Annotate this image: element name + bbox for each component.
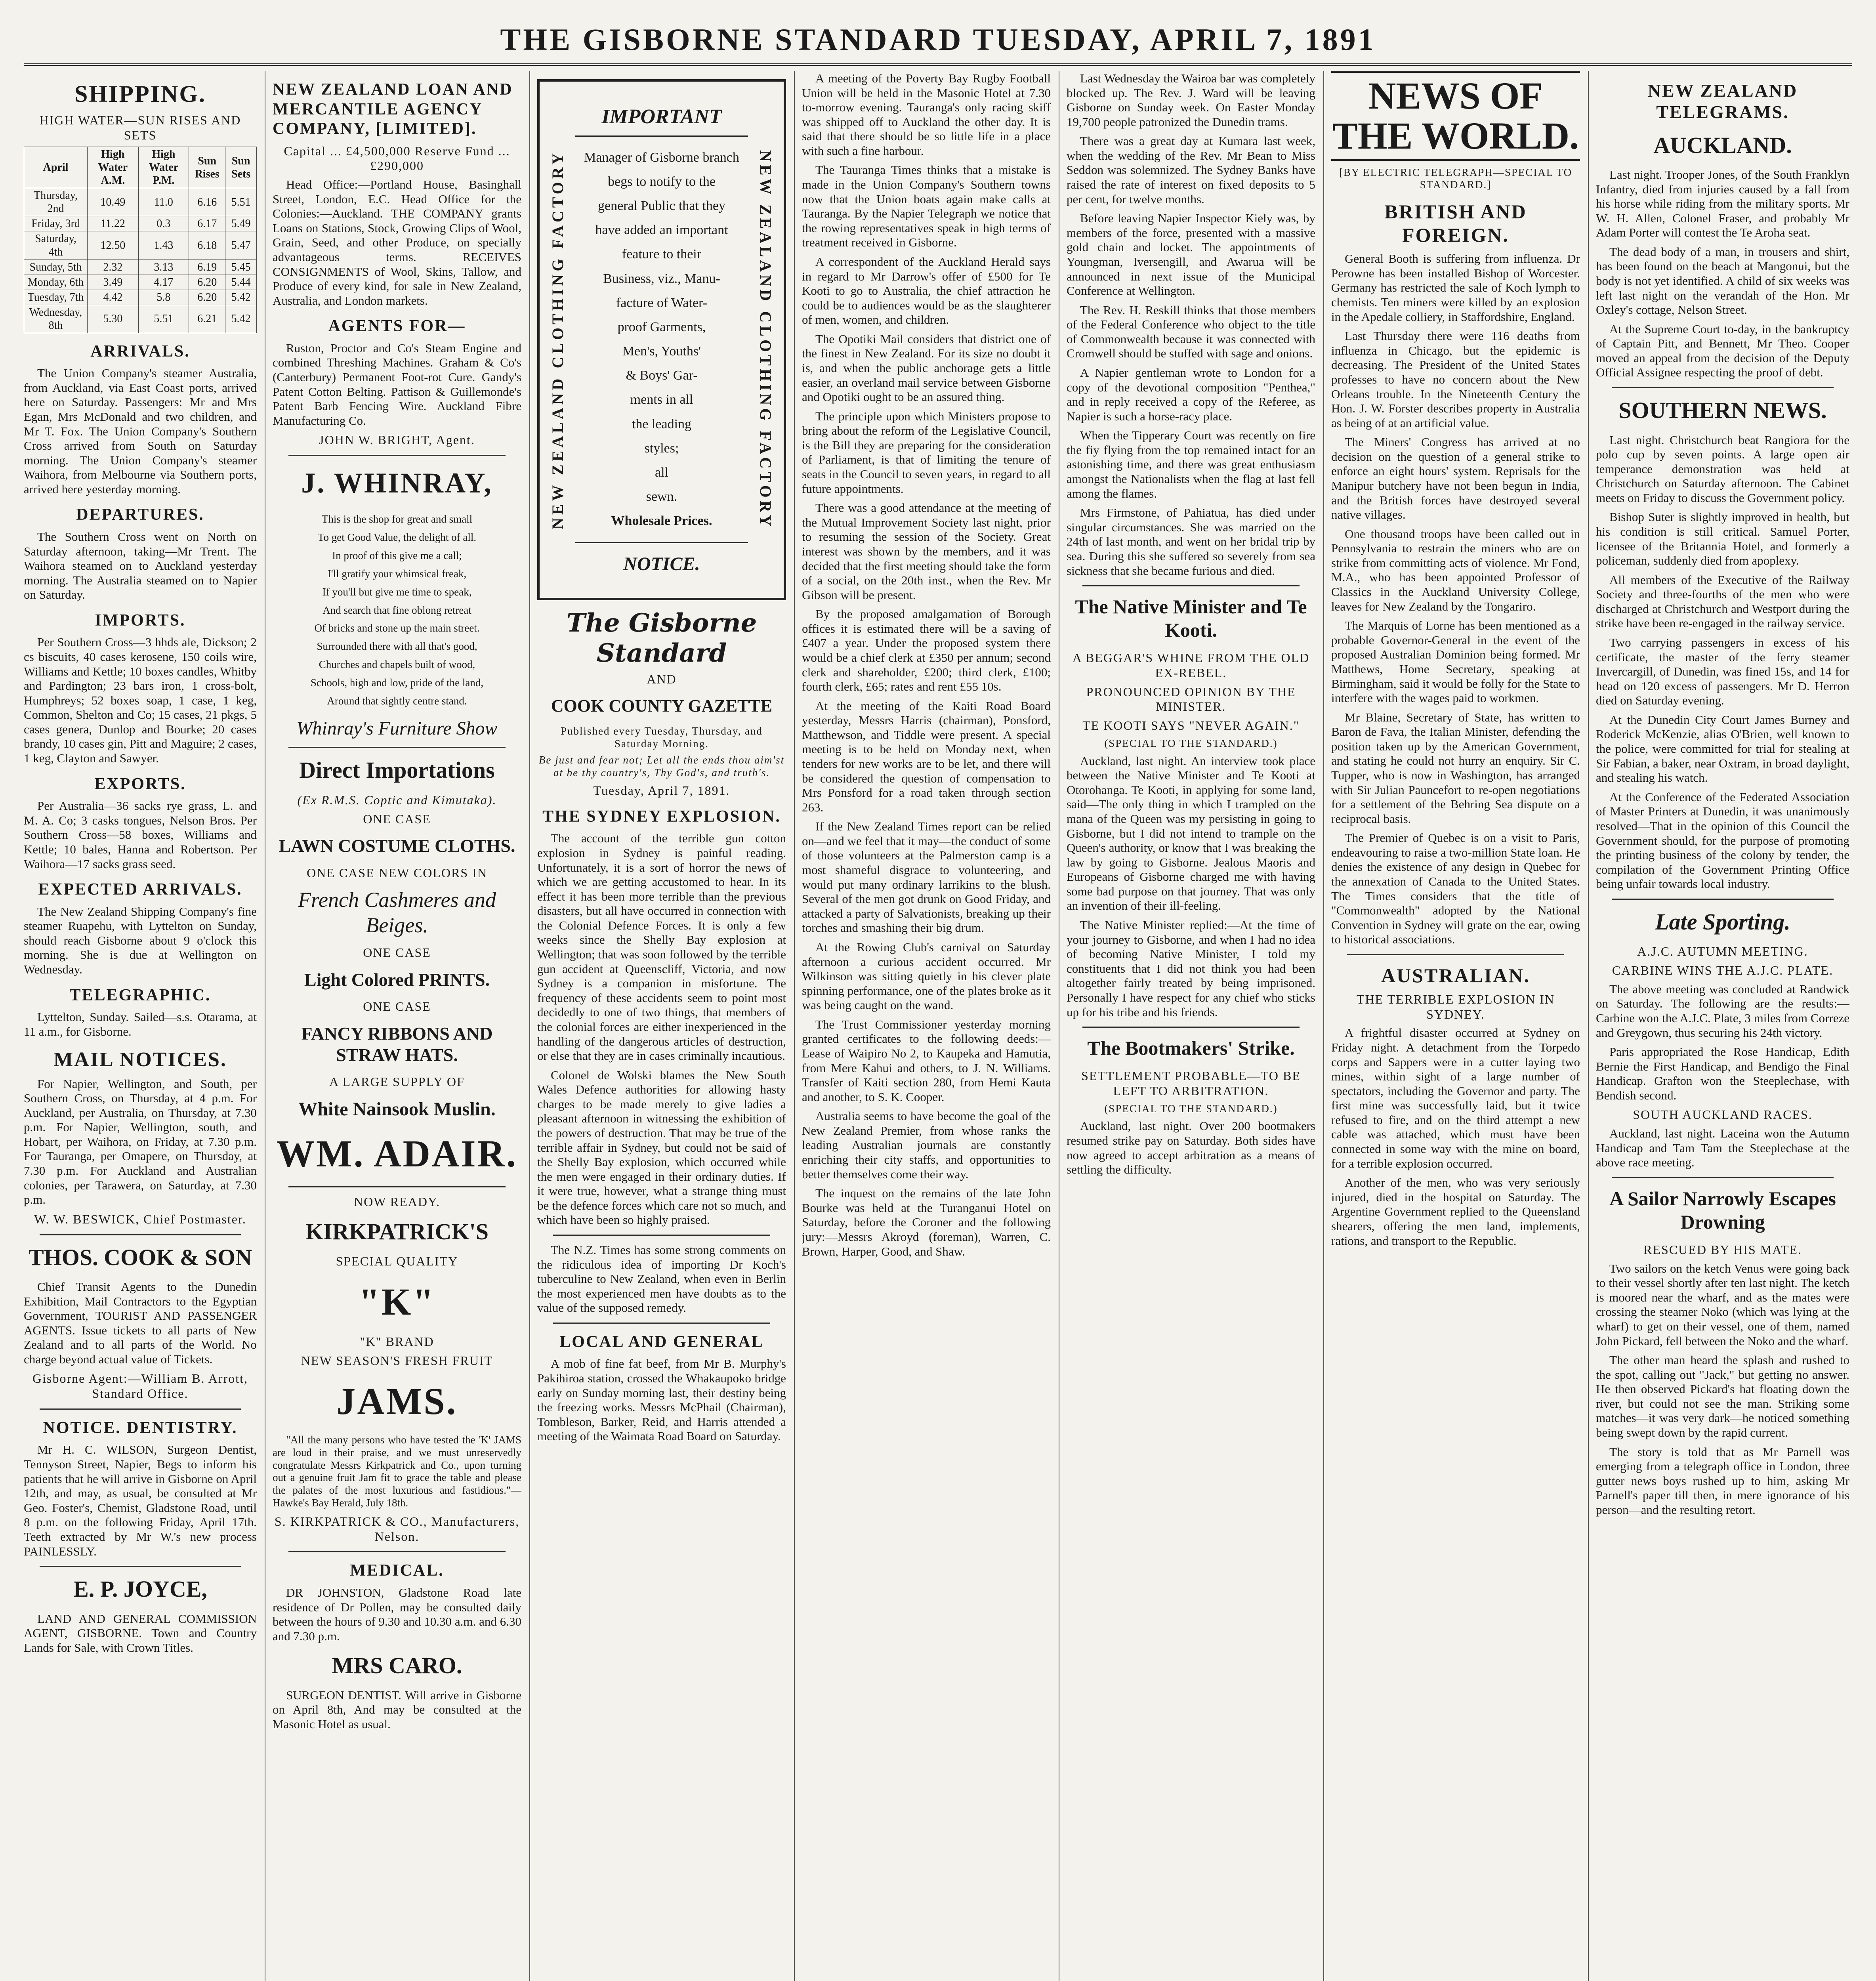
local-text: The inquest on the remains of the late John Bourke was held at the Turanganui Hotel on Saturday, before the Coroner and the following jury:—Messrs Akroyd (foreman), Warren, C. Brown, Harper, Good, and Shaw. bbox=[802, 1186, 1051, 1258]
advert-line: & Boys' Gar- bbox=[626, 368, 698, 383]
masthead-title: THE GISBORNE STANDARD TUESDAY, APRIL 7, 1891 bbox=[500, 22, 1376, 57]
tide-cell: 1.43 bbox=[138, 231, 189, 260]
tide-cell: 3.13 bbox=[138, 260, 189, 275]
southern-heading: SOUTHERN NEWS. bbox=[1618, 397, 1827, 424]
native-tag: (SPECIAL TO THE STANDARD.) bbox=[1104, 737, 1278, 749]
southern-text: Bishop Suter is slightly improved in health, but his condition is still critical. Samuel Porter, licensee of the Britannia Hotel, and formerly a policeman, suddenly died from apoplexy. bbox=[1596, 510, 1849, 568]
tide-cell: 11.0 bbox=[138, 188, 189, 216]
one-case-label: ONE CASE bbox=[363, 945, 431, 960]
tide-cell: 6.17 bbox=[189, 216, 225, 231]
southern-text: All members of the Executive of the Railway Society and three-fourths of the men who were discharged at Christchurch and Westport during the strike have been re-engaged in the railway service. bbox=[1596, 573, 1849, 630]
tide-cell: 5.42 bbox=[225, 290, 257, 305]
local-text: At the Rowing Club's carnival on Saturday afternoon a curious accident occurred. Mr Wilkinson was sitting quietly in his clever plate spinning performance, one of the plates broke as it was being caught on the wand. bbox=[802, 940, 1051, 1012]
divider bbox=[553, 1323, 770, 1324]
tide-cell: 6.16 bbox=[189, 188, 225, 216]
local-text: Before leaving Napier Inspector Kiely was, by members of the force, presented with a massive gold chain and locket. The appointments of Youngman, Iversengill, and Awarua will be announced in next issue of the Municipal Conference at Wellington. bbox=[1067, 211, 1315, 298]
paper-title: The Gisborne Standard bbox=[566, 608, 757, 668]
column-rule bbox=[1323, 71, 1324, 1981]
native-text: The Native Minister replied:—At the time of your journey to Gisborne, and when I had no idea of becoming Native Minister, I told my constituents that I did not think you had been altogether fairly treated by being imprisoned. Personally I have respect for any chief who sticks up for his tribe and his friends. bbox=[1067, 918, 1315, 1019]
cook-text: Chief Transit Agents to the Dunedin Exhibition, Mail Contractors to the Egyptian Government, TOURIST AND PASSENGER AGENTS. Issue tickets to all parts of New Zealand and to all parts of the World. No charge beyond actual value of Tickets. bbox=[24, 1279, 257, 1366]
paper-subtitle: COOK COUNTY GAZETTE bbox=[551, 696, 773, 716]
sydney-heading: THE SYDNEY EXPLOSION. bbox=[542, 807, 781, 826]
sporting-text: The above meeting was concluded at Randwick on Saturday. The following are the results:— Carbine won the A.J.C. Plate, 3 miles from Correze and Greygown, thus securing his 24th victory. bbox=[1596, 982, 1849, 1040]
divider bbox=[1612, 899, 1834, 900]
column-3 bbox=[537, 71, 786, 1981]
nzloan-text: Head Office:—Portland House, Basinghall Street, London, E.C. Head Office for the Colonies:—Auckland. THE COMPANY grants Loans on Stations, Stock, Growing Clips of Wool, Grain, Seed, and other Produce, on specially advantageous terms. RECEIVES CONSIGNMENTS of Wool, Skins, Tallow, and Produce of every kind, for sale in New Zealand, Australia, and London markets. bbox=[273, 177, 521, 307]
divider bbox=[1082, 585, 1300, 586]
divider bbox=[40, 1566, 241, 1567]
advert-line: begs to notify to the bbox=[608, 174, 716, 189]
whinray-poem bbox=[273, 510, 521, 710]
sailor-text: The other man heard the splash and rushed to the spot, calling out "Jack," but getting no answer. He then observed Pickard's hat floating down the river, but could not see the man. Striking some matches—it was very dark—he noticed something being swept down by the rapid current. bbox=[1596, 1353, 1849, 1439]
imports-text: Per Southern Cross—3 hhds ale, Dickson; 2 cs biscuits, 40 cases kerosene, 150 coils wire, Williams and Kettle; 10 boxes candles, Whitby and Pardington; 23 bars iron, 1 cross-bolt, Humphreys; 52 boxes soap, 1 case, 1 keg, Common, Shelton and Co; 15 cases, 21 pkgs, 5 cases genera, Dunlop and Bourke; 20 cases brandy, 10 cases gin, Pitt and Maguire; 2 cases, 1 keg, Clayton and Sawyer. bbox=[24, 635, 257, 765]
tide-row bbox=[24, 216, 257, 231]
column-1 bbox=[24, 71, 257, 1981]
nz-telegrams-heading: NEW ZEALAND TELEGRAMS. bbox=[1647, 80, 1798, 122]
southern-text: Two carrying passengers in excess of his certificate, the master of the ferry steamer Invercargill, of Dunedin, was fined 15s, and 14 for head on 120 excess of passengers. Mr D. Herron died on Saturday evening. bbox=[1596, 636, 1849, 708]
notice-heading: NOTICE. bbox=[575, 542, 748, 581]
tide-cell: Saturday, 4th bbox=[24, 231, 88, 260]
sailor-text: Two sailors on the ketch Venus were going back to their vessel shortly after ten last night. The ketch is moored near the wharf, and as the mates were crossing the steamer Noko (which was lying at the wharf) to get on their vessel, one of them, named John Pickard, fell between the Noko and the wharf. bbox=[1596, 1261, 1849, 1348]
australian-text: A frightful disaster occurred at Sydney on Friday night. A detachment from the Torpedo corps and Sappers were in a cutter laying two mines, within sight of a large number of spectators, including the Governor and party. The first mine was successfully laid, but it twice refused to fire, and on the third attempt a new cable was attached, which must have been connected in some way with the mine on board, for a terrible explosion occurred. bbox=[1331, 1026, 1580, 1170]
british-text: Last Thursday there were 116 deaths from influenza in Chicago, but the epidemic is decreasing. The President of the United States professes to have no concern about the New Orleans trouble. In the Nineteenth Century the Hon. J. W. Forster describes property in Australia as being of at an artificial value. bbox=[1331, 329, 1580, 430]
local-text: The Rev. H. Reskill thinks that those members of the Federal Conference who object to the title of Commonwealth because it was connected with Cromwell should be stuffed with sage and onions. bbox=[1067, 303, 1315, 361]
tide-cell: 5.8 bbox=[138, 290, 189, 305]
column-rule bbox=[794, 71, 795, 1981]
british-text: Mr Blaine, Secretary of State, has written to Baron de Fava, the Italian Minister, defending the position taken up by the American Government, and stating he could not hurry an enquiry. Sir C. Tupper, who is now in Washington, has arranged with Sir Julian Pauncefort to re-open negotiations for a settlement of the Behring Sea dispute on a reciprocal basis. bbox=[1331, 710, 1580, 826]
one-case-label: ONE CASE bbox=[363, 999, 431, 1013]
k-brand-label: "K" BRAND bbox=[360, 1334, 434, 1349]
tide-cell: 2.32 bbox=[88, 260, 139, 275]
local-text: The Tauranga Times thinks that a mistake is made in the Union Company's Southern towns now that the Union boats again make calls at Tauranga. By the Napier Telegraph we notice that the rowing representatives speak in high terms of treatment received in Gisborne. bbox=[802, 163, 1051, 250]
tide-col-header: Sun Sets bbox=[225, 147, 257, 188]
direct-heading: Direct Importations bbox=[299, 757, 495, 783]
local-text: A meeting of the Poverty Bay Rugby Football Union will be held in the Masonic Hotel at 7.30 to-morrow evening. Tauranga's only racing skiff was shipped off to Auckland the other day. It is said that there should be so little life in a place with such a fine harbour. bbox=[802, 71, 1051, 158]
auckland-text: Last night. Trooper Jones, of the South Franklyn Infantry, died from injuries caused by a fall from his horse while riding from the military sports. Mr W. H. Allen, Colonel Fraser, and probably Mr Adam Porter will contest the Te Aroha seat. bbox=[1596, 167, 1849, 240]
advert-line: proof Garments, bbox=[617, 319, 706, 334]
local-text: By the proposed amalgamation of Borough offices it is estimated there will be a saving of £407 a year. Under the proposed system there would be a chief clerk at £350 per annum; second clerk and shareholder, £200; third clerk, £100; fourth clerk, £65; rates and rent £55 10s. bbox=[802, 607, 1051, 694]
agents-heading: AGENTS FOR— bbox=[328, 317, 466, 336]
divider bbox=[288, 747, 506, 748]
arrivals-text: The Union Company's steamer Australia, from Auckland, via East Coast ports, arrived here on Saturday. Passengers: Mr and Mrs Egan, Mrs McDonald and two children, and Mr T. Fox. The Union Company's Southern Cross arrived from South on Saturday morning. The Union Company's steamer Waihora, from Melbourne via Southern ports, arrived here yesterday morning. bbox=[24, 366, 257, 496]
joyce-heading: E. P. JOYCE, bbox=[73, 1576, 207, 1602]
local-text: Australia seems to have become the goal of the New Zealand Premier, from whose ranks the leading Australian journals are constantly enriching their city staffs, and opportunities to better themselves come their way. bbox=[802, 1109, 1051, 1181]
australian-heading: AUSTRALIAN. bbox=[1381, 964, 1531, 987]
tide-cell: 0.3 bbox=[138, 216, 189, 231]
local-text: A mob of fine fat beef, from Mr B. Murphy's Pakihiroa station, crossed the Whakaupoko bridge early on Sunday morning last, their destiny being the freezing works. Messrs McPhail (Chairman), Tombleson, Barker, Reid, and Harris attended a meeting of the Waimata Road Board on Saturday. bbox=[537, 1357, 786, 1443]
column-6 bbox=[1331, 71, 1580, 1981]
southern-text: At the Conference of the Federated Association of Master Printers at Dunedin, it was unanimously resolved—That in the opinion of this Council the Government should, for the purpose of promoting the printing business of the colony by tender, the compilation of the Government Printing Office being unfair towards local industry. bbox=[1596, 790, 1849, 891]
one-case-label: ONE CASE bbox=[363, 811, 431, 826]
advert-line: Men's, Youths' bbox=[622, 344, 701, 359]
local-text: Mrs Firmstone, of Pahiatua, has died under singular circumstances. She was married on the 24th of last month, and went on her bridal trip by sea. During this she suffered so severely from sea sickness that she became furious and died. bbox=[1067, 506, 1315, 578]
large-supply-label: A LARGE SUPPLY OF bbox=[329, 1074, 465, 1089]
imports-heading: IMPORTS. bbox=[95, 611, 186, 630]
poem-line: I'll gratify your whimsical freak, bbox=[327, 567, 467, 580]
native-subheading: PRONOUNCED OPINION BY THE MINISTER. bbox=[1086, 684, 1296, 714]
sydney-text: Colonel de Wolski blames the New South Wales Defence authorities for allowing hasty charges to be made merely to give ladies a pleasant afternoon in witnessing the exhibition of the powers of destruction. That may be true of the terrible affair in Sydney, but could not be said of the Shelly Bay explosion, which occurred while the men were engaged in their ordinary duties. If it were true, however, what a strange thing must be the defence forces which care not so much, and which have been so highly praised. bbox=[537, 1068, 786, 1227]
column-4 bbox=[802, 71, 1051, 1981]
tide-col-header: April bbox=[24, 147, 88, 188]
nzloan-capital: Capital ... £4,500,000 Reserve Fund ... £290,000 bbox=[284, 143, 510, 173]
mail-heading: MAIL NOTICES. bbox=[53, 1048, 227, 1071]
jams-heading: JAMS. bbox=[336, 1380, 458, 1422]
medical-heading: MEDICAL. bbox=[350, 1561, 444, 1580]
expected-heading: EXPECTED ARRIVALS. bbox=[38, 880, 242, 899]
poem-line: If you'll but give me time to speak, bbox=[322, 586, 472, 598]
auckland-heading: AUCKLAND. bbox=[1653, 132, 1792, 158]
ajc-heading: A.J.C. AUTUMN MEETING. bbox=[1637, 944, 1808, 959]
advert-line: sewn. bbox=[646, 489, 677, 504]
tide-cell: 5.42 bbox=[225, 305, 257, 333]
tide-cell: 5.30 bbox=[88, 305, 139, 333]
column-rule bbox=[529, 71, 530, 1981]
telegraphic-text: Lyttelton, Sunday. Sailed—s.s. Otarama, at 11 a.m., for Gisborne. bbox=[24, 1010, 257, 1038]
dentistry-heading: NOTICE. DENTISTRY. bbox=[43, 1418, 238, 1437]
advert-line: ments in all bbox=[630, 392, 693, 407]
tide-row bbox=[24, 260, 257, 275]
tide-header-row bbox=[24, 147, 257, 188]
tide-cell: 5.44 bbox=[225, 275, 257, 290]
shipping-heading: SHIPPING. bbox=[74, 81, 206, 107]
rescued-subheading: RESCUED BY HIS MATE. bbox=[1643, 1242, 1802, 1257]
departures-heading: DEPARTURES. bbox=[76, 506, 204, 524]
lawn-heading: LAWN COSTUME CLOTHS. bbox=[279, 836, 515, 856]
south-auckland-heading: SOUTH AUCKLAND RACES. bbox=[1633, 1107, 1813, 1122]
french-heading: French Cashmeres and Beiges. bbox=[298, 888, 496, 937]
british-text: The Miners' Congress has arrived at no decision on the question of a general strike to enforce an eight hours' system. Reprisals for the Manipur butchery have not been begun in India, and the British forces have destroyed several native villages. bbox=[1331, 435, 1580, 522]
tide-cell: 10.49 bbox=[88, 188, 139, 216]
special-quality-label: SPECIAL QUALITY bbox=[336, 1254, 458, 1268]
tide-cell: 3.49 bbox=[88, 275, 139, 290]
local-text: There was a good attendance at the meeting of the Mutual Improvement Society last night, prior to resuming the session of the Society. Great interest was shown by the members, and it was decided that the first meeting should take the form of a social, on the 20th inst., when the Rev. Mr Gibson will be present. bbox=[802, 501, 1051, 602]
tide-cell: 5.49 bbox=[225, 216, 257, 231]
local-text: The Trust Commissioner yesterday morning granted certificates to the following deeds:—Lease of Waipiro No 2, to Kaupeka and Hamutia, from Mere Kahui and others, to J. N. Williams. Transfer of Kaiti section 280, from Hemi Kauta and another, to S. K. Cooper. bbox=[802, 1017, 1051, 1104]
column-2 bbox=[273, 71, 521, 1981]
local-text: At the meeting of the Kaiti Road Board yesterday, Messrs Harris (chairman), Ponsford, Matthewson, and Tiddle were present. A special meeting is to be held on Monday next, when tenders for new works are to be let, and there will be considered the question of compensation to Mrs Ponsford for a road taken through section 263. bbox=[802, 699, 1051, 814]
mail-text: For Napier, Wellington, and South, per Southern Cross, on Thursday, at 4 p.m. For Auckland, per Australia, on Thursday, at 7.30 p.m. For Napier, Wellington, south, and Hobart, per Waihora, on Friday, at 7.30 p.m. For Tauranga, per Omapere, on Thursday, at 7.30 p.m. For Auckland and Australian colonies, per Tarawera, on Saturday, at 7.30 p.m. bbox=[24, 1076, 257, 1207]
british-heading: BRITISH AND FOREIGN. bbox=[1384, 200, 1527, 246]
divider bbox=[1082, 1027, 1300, 1028]
australian-text: Another of the men, who was very seriously injured, died in the hospital on Saturday. The Argentine Government replied to the Queensland shearers, offering the men land, implements, rations, and transport to the Republic. bbox=[1331, 1176, 1580, 1248]
tide-heading: HIGH WATER—SUN RISES AND SETS bbox=[39, 113, 241, 142]
motto: Be just and fear not; Let all the ends thou aim'st at be thy country's, Thy God's, and truth's. bbox=[538, 754, 785, 779]
local-text: When the Tipperary Court was recently on fire the fiy flying from the top remained intact for an astonishing time, and there was great enthusiasm amongst the Nationalists when the flag at last fell among the flames. bbox=[1067, 428, 1315, 500]
tide-cell: 6.20 bbox=[189, 290, 225, 305]
published-note: Published every Tuesday, Thursday, and Saturday Morning. bbox=[561, 725, 763, 750]
dentistry-text: Mr H. C. WILSON, Surgeon Dentist, Tennyson Street, Napier, Begs to inform his patients that he will arrive in Gisborne on April 12th, and may, as usual, be consulted at Mr Geo. Foster's, Chemist, Gladstone Road, until 8 p.m. on the following Friday, April 17th. Teeth extracted by Mr W.'s new process PAINLESSLY. bbox=[24, 1443, 257, 1558]
local-text: The Opotiki Mail considers that district one of the finest in New Zealand. For its size no doubt it is, and when the public anchorage gets a little easier, an overland mail service between Gisborne and Opotiki ought to be an assured thing. bbox=[802, 332, 1051, 404]
auckland-text: At the Supreme Court to-day, in the bankruptcy of Captain Pitt, and Bennett, Mr Theo. Cooper moved an appeal from the decision of the Deputy Official Assignee respecting the proof of debt. bbox=[1596, 322, 1849, 380]
tide-cell: 11.22 bbox=[88, 216, 139, 231]
medical-text: DR JOHNSTON, Gladstone Road late residence of Dr Pollen, may be consulted daily between the hours of 9.30 and 10.30 a.m. and 6.30 and 7.30 p.m. bbox=[273, 1585, 521, 1643]
bootmakers-text: Auckland, last night. Over 200 bootmakers resumed strike pay on Saturday. Both sides have now agreed to accept arbitration as a means of settling the difficulty. bbox=[1067, 1119, 1315, 1177]
world-tag: [BY ELECTRIC TELEGRAPH—SPECIAL TO STANDARD.] bbox=[1339, 166, 1573, 191]
fancy-heading: FANCY RIBBONS AND STRAW HATS. bbox=[301, 1023, 493, 1065]
exports-heading: EXPORTS. bbox=[94, 775, 186, 793]
local-text: Last Wednesday the Wairoa bar was completely blocked up. The Rev. J. Ward will be leaving Gisborne on Sunday week. On Easter Monday 19,700 people patronized the Dunedin trams. bbox=[1067, 71, 1315, 129]
poem-line: And search that fine oblong retreat bbox=[323, 604, 471, 616]
sporting-text: Paris appropriated the Rose Handicap, Edith Bernie the First Handicap, and Bendigo the Final Handicap. Grafton won the Steeplechase, with Bendish second. bbox=[1596, 1045, 1849, 1102]
british-text: The Marquis of Lorne has been mentioned as a probable Governor-General in the event of the proposed Australian Dominion being formed. Mr Matthews, Home Secretary, speaking at Birmingham, said it would be folly for the State to interfere with the wages paid to workmen. bbox=[1331, 618, 1580, 705]
tide-cell: Friday, 3rd bbox=[24, 216, 88, 231]
tide-row bbox=[24, 231, 257, 260]
new-colors-label: ONE CASE NEW COLORS IN bbox=[307, 865, 487, 880]
sporting-text: Auckland, last night. Laceina won the Autumn Handicap and Tam Tam the Steeplechase at the above race meeting. bbox=[1596, 1126, 1849, 1170]
local-text: A Napier gentleman wrote to London for a copy of the devotional composition "Penthea," and in reply received a copy of the Referee, as Napier is such a horse-racy place. bbox=[1067, 365, 1315, 423]
tide-row bbox=[24, 305, 257, 333]
divider bbox=[288, 1186, 506, 1187]
tide-row bbox=[24, 188, 257, 216]
furniture-heading: Whinray's Furniture Show bbox=[296, 718, 498, 739]
poem-line: Schools, high and low, pride of the land, bbox=[310, 677, 484, 689]
southern-text: Last night. Christchurch beat Rangiora for the polo cup by seven points. A large open air temperance demonstration was held at Christchurch on Saturday afternoon. The Cabinet meets on Friday to discuss the Government policy. bbox=[1596, 433, 1849, 505]
now-ready-label: NOW READY. bbox=[354, 1194, 440, 1209]
british-text: General Booth is suffering from influenza. Dr Perowne has been installed Bishop of Worcester. Germany has restricted the sale of Koch lymph to chemists. Ten miners were killed by an explosion in the Apedale colliery, in Staffordshire, England. bbox=[1331, 252, 1580, 324]
advert-line: the leading bbox=[632, 416, 692, 431]
tide-cell: 6.19 bbox=[189, 260, 225, 275]
advert-line: Wholesale Prices. bbox=[611, 513, 712, 529]
local-text: There was a great day at Kumara last week, when the wedding of the Rev. Mr Bean to Miss Seddon was solemnized. The Sydney Banks have raised the rate of interest on fixed deposits to 5 per cent, for twelve months. bbox=[1067, 134, 1315, 206]
local-text: A correspondent of the Auckland Herald says in regard to Mr Darrow's offer of £500 for Te Kooti to go to Australia, the chief attraction he could be to audiences would be as the slaughterer of men, women, and children. bbox=[802, 254, 1051, 327]
expected-text: The New Zealand Shipping Company's fine steamer Ruapehu, with Lyttelton on Sunday, should reach Gisborne about 9 o'clock this morning. She is due at Wellington on Wednesday. bbox=[24, 904, 257, 976]
cook-sign: Gisborne Agent:—William B. Arrott, Standard Office. bbox=[32, 1371, 248, 1401]
tide-table bbox=[24, 147, 257, 333]
divider bbox=[553, 1235, 770, 1236]
sporting-heading: Late Sporting. bbox=[1655, 908, 1790, 935]
advert-line: general Public that they bbox=[598, 198, 725, 213]
telegraphic-heading: TELEGRAPHIC. bbox=[69, 986, 211, 1004]
bootmakers-subheading: SETTLEMENT PROBABLE—TO BE LEFT TO ARBITRATION. bbox=[1081, 1069, 1301, 1098]
tide-cell: 5.47 bbox=[225, 231, 257, 260]
advert-line: feature to their bbox=[622, 247, 702, 262]
kirkpatrick-heading: KIRKPATRICK'S bbox=[305, 1218, 489, 1244]
tide-cell: Wednesday, 8th bbox=[24, 305, 88, 333]
tide-cell: Tuesday, 7th bbox=[24, 290, 88, 305]
southern-text: At the Dunedin City Court James Burney and Roderick McKenzie, alias O'Brien, well known to the police, were committed for trial for stealing at Sir Fabian, a baker, near Oxtram, in broad daylight, and stealing his watch. bbox=[1596, 712, 1849, 785]
kirkpatrick-sign: S. KIRKPATRICK & CO., Manufacturers, Nelson. bbox=[274, 1514, 520, 1544]
tide-cell: 6.20 bbox=[189, 275, 225, 290]
tide-cell: 12.50 bbox=[88, 231, 139, 260]
tide-cell: Sunday, 5th bbox=[24, 260, 88, 275]
bootmakers-tag: (SPECIAL TO THE STANDARD.) bbox=[1104, 1102, 1278, 1115]
auckland-text: The dead body of a man, in trousers and shirt, has been found on the beach at Mangonui, but the body is not yet identified. A child of six weeks was left last night on the verandah of the Hon. Mr Oxley's cottage, Nelson Street. bbox=[1596, 244, 1849, 317]
poem-line: To get Good Value, the delight of all. bbox=[317, 531, 477, 543]
tide-cell: 4.17 bbox=[138, 275, 189, 290]
sailor-text: The story is told that as Mr Parnell was emerging from a telegraph office in London, three gutter news boys rushed up to him, asking Mr Parnell's paper till then, in mere ignorance of his person—and the resulting retort. bbox=[1596, 1445, 1849, 1517]
advert-line: facture of Water- bbox=[616, 295, 708, 310]
poem-line: In proof of this give me a call; bbox=[332, 549, 462, 561]
british-text: The Premier of Quebec is on a visit to Paris, endeavouring to raise a two-million State loan. He denies the existence of any design in Quebec for the annexation of Canada to the United States. The Times considers that the title of "Commonwealth" adopted by the National Convention in Sydney will grate on the ear, owing to historical associations. bbox=[1331, 831, 1580, 947]
world-heading: NEWS OF THE WORLD. bbox=[1331, 71, 1580, 161]
local-text: The principle upon which Ministers propose to bring about the reform of the Legislative Council, is the Bill they are preparing for the consideration of Parliament, is that of limiting the tenure of seats in the Council to seven years, in regard to all future appointments. bbox=[802, 409, 1051, 496]
tide-cell: 6.18 bbox=[189, 231, 225, 260]
mail-sign: W. W. BESWICK, Chief Postmaster. bbox=[34, 1212, 246, 1226]
paper-and: AND bbox=[647, 672, 677, 687]
issue-date: Tuesday, April 7, 1891. bbox=[593, 783, 730, 798]
caro-text: SURGEON DENTIST. Will arrive in Gisborne on April 8th, And may be consulted at the Masonic Hotel as usual. bbox=[273, 1688, 521, 1731]
tide-cell: Monday, 6th bbox=[24, 275, 88, 290]
adair-heading: WM. ADAIR. bbox=[277, 1132, 517, 1175]
advert-line: Business, viz., Manu- bbox=[603, 271, 720, 286]
caro-heading: MRS CARO. bbox=[332, 1653, 462, 1679]
tide-cell: 5.51 bbox=[225, 188, 257, 216]
advert-line: Manager of Gisborne branch bbox=[584, 150, 739, 165]
divider bbox=[1612, 1177, 1834, 1178]
tide-col-header: High Water P.M. bbox=[138, 147, 189, 188]
column-7 bbox=[1596, 71, 1849, 1981]
divider bbox=[1612, 387, 1834, 388]
tide-cell: Thursday, 2nd bbox=[24, 188, 88, 216]
divider bbox=[40, 1408, 241, 1410]
native-subheading: TE KOOTI SAYS "NEVER AGAIN." bbox=[1082, 718, 1300, 733]
native-heading: The Native Minister and Te Kooti. bbox=[1075, 595, 1307, 641]
column-5 bbox=[1067, 71, 1315, 1981]
direct-sub: (Ex R.M.S. Coptic and Kimutaka). bbox=[297, 792, 497, 807]
native-text: Auckland, last night. An interview took place between the Native Minister and Te Kooti at Otorohanga. Te Kooti, in applying for some land, said—The only thing in which I trampled on the mana of the Queen was my persisting in going to Gisborne, but I did not intend to trample on the Queen's authority, or know that I was breaking the law by going to Gisborne. Jealous Maoris and Europeans of Gisborne charged me with having some bad purpose on that journey. That was only an invention of their ill-feeling. bbox=[1067, 754, 1315, 913]
tide-cell: 4.42 bbox=[88, 290, 139, 305]
australian-subheading: THE TERRIBLE EXPLOSION IN SYDNEY. bbox=[1356, 992, 1555, 1021]
local-heading: LOCAL AND GENERAL bbox=[559, 1332, 764, 1351]
advert-side-text: NEW ZEALAND CLOTHING FACTORY bbox=[549, 150, 567, 530]
nainsook-heading: White Nainsook Muslin. bbox=[298, 1098, 496, 1120]
divider bbox=[288, 1551, 506, 1552]
tide-cell: 5.51 bbox=[138, 305, 189, 333]
tide-cell: 6.21 bbox=[189, 305, 225, 333]
poem-line: Of bricks and stone up the main street. bbox=[314, 622, 480, 634]
exports-text: Per Australia—36 sacks rye grass, L. and M. A. Co; 3 casks tongues, Nelson Bros. Per Southern Cross—58 boxes, Williams and Kettle; 10 bales, Hanna and Robertson. Per Waihora—17 sacks grass seed. bbox=[24, 799, 257, 871]
column-rule bbox=[1588, 71, 1589, 1981]
tide-row bbox=[24, 290, 257, 305]
native-subheading: A BEGGAR'S WHINE FROM THE OLD EX-REBEL. bbox=[1072, 651, 1310, 680]
cook-heading: THOS. COOK & SON bbox=[29, 1244, 252, 1270]
poem-line: This is the shop for great and small bbox=[321, 513, 473, 525]
joyce-text: LAND AND GENERAL COMMISSION AGENT, GISBORNE. Town and Country Lands for Sale, with Crown Titles. bbox=[24, 1611, 257, 1655]
tide-cell: 5.45 bbox=[225, 260, 257, 275]
advert-line: all bbox=[655, 465, 668, 480]
poem-line: Around that sightly centre stand. bbox=[327, 695, 467, 707]
british-text: One thousand troops have been called out in Pennsylvania to restrain the miners who are on strike from committing acts of violence. Mr Fond, M.A., who has been appointed Professor of Classics in the Auckland University College, leaves for New Zealand by the Tongariro. bbox=[1331, 527, 1580, 613]
divider bbox=[288, 455, 506, 456]
important-heading: IMPORTANT bbox=[575, 98, 748, 137]
tide-row bbox=[24, 275, 257, 290]
advert-side-text: NEW ZEALAND CLOTHING FACTORY bbox=[757, 150, 775, 530]
arrivals-heading: ARRIVALS. bbox=[90, 342, 190, 361]
tide-col-header: Sun Rises bbox=[189, 147, 225, 188]
advert-line: have added an important bbox=[595, 223, 728, 238]
local-text: If the New Zealand Times report can be relied on—and we feel that it may—the conduct of some of those volunteers at the Palmerston camp is a most shameful disgrace to volunteering, and would put many ordinary larrikins to the blush. Several of the men got drunk on Good Friday, and attacked a party of Salvationists, breaking up their torches and smashing their big drum. bbox=[802, 819, 1051, 935]
advert-line: styles; bbox=[644, 441, 679, 456]
agents-text: Ruston, Proctor and Co's Steam Engine and combined Threshing Machines. Graham & Co's (Canterbury) Permanent Foot-rot Cure. Gandy's Patent Cotton Belting. Pattison & Guillemonde's Patent Barb Fencing Wire. Auckland Fibre Manufacturing Co. bbox=[273, 341, 521, 427]
poem-line: Churches and chapels built of wood, bbox=[319, 658, 475, 671]
season-label: NEW SEASON'S FRESH FRUIT bbox=[301, 1353, 493, 1368]
carbine-heading: CARBINE WINS THE A.J.C. PLATE. bbox=[1612, 963, 1834, 978]
sailor-heading: A Sailor Narrowly Escapes Drowning bbox=[1609, 1187, 1836, 1233]
poem-line: Surrounded there with all that's good, bbox=[317, 640, 477, 653]
divider bbox=[1347, 954, 1564, 955]
departures-text: The Southern Cross went on North on Saturday afternoon, taking—Mr Trent. The Waihora steamed on to Auckland yesterday morning. The Australia steamed on to Napier on Saturday. bbox=[24, 530, 257, 602]
bright-sign: JOHN W. BRIGHT, Agent. bbox=[319, 433, 475, 447]
clothing-factory-advert bbox=[537, 79, 786, 600]
sydney-text: The account of the terrible gun cotton explosion in Sydney is painful reading. Unfortunately, it is a sort of horror the news of which we are getting accustomed to hear. In its effect it has been more terrible than the previous disasters, but all have occurred in connection with the Colonial Defence Forces. It is only a few weeks since the Shelly Bay explosion at Wellington; that was soon followed by the terrible gun accident at Queenscliff, Victoria, and now Sydney is a companion in misfortune. The frequency of these accidents seem to point most decidedly to one of two things, that members of the colonial forces are either inexperienced in the handling of the dangerous articles of destruction, or else that they are in cases criminally incautious. bbox=[537, 831, 786, 1063]
nzloan-heading: NEW ZEALAND LOAN AND MERCANTILE AGENCY COMPANY, [LIMITED]. bbox=[273, 80, 513, 138]
masthead bbox=[24, 16, 1852, 66]
bootmakers-heading: The Bootmakers' Strike. bbox=[1087, 1037, 1295, 1059]
tide-col-header: High Water A.M. bbox=[88, 147, 139, 188]
divider bbox=[40, 1234, 241, 1235]
whinray-heading: J. WHINRAY, bbox=[301, 467, 493, 499]
jams-quote: "All the many persons who have tested the 'K' JAMS are loud in their praise, and we must unreservedly congratulate Messrs Kirkpatrick and Co., upon turning out a genuine fruit Jam fit to grace the table and please the palates of the most luxurious and fastidious."—Hawke's Bay Herald, July 18th. bbox=[273, 1433, 521, 1509]
k-brand-mark: "K" bbox=[359, 1280, 435, 1323]
nztimes-text: The N.Z. Times has some strong comments on the ridiculous idea of importing Dr Koch's tuberculine to New Zealand, when even in Berlin the most experienced men have doubts as to the value of the supposed remedy. bbox=[537, 1243, 786, 1315]
prints-heading: Light Colored PRINTS. bbox=[304, 969, 490, 990]
